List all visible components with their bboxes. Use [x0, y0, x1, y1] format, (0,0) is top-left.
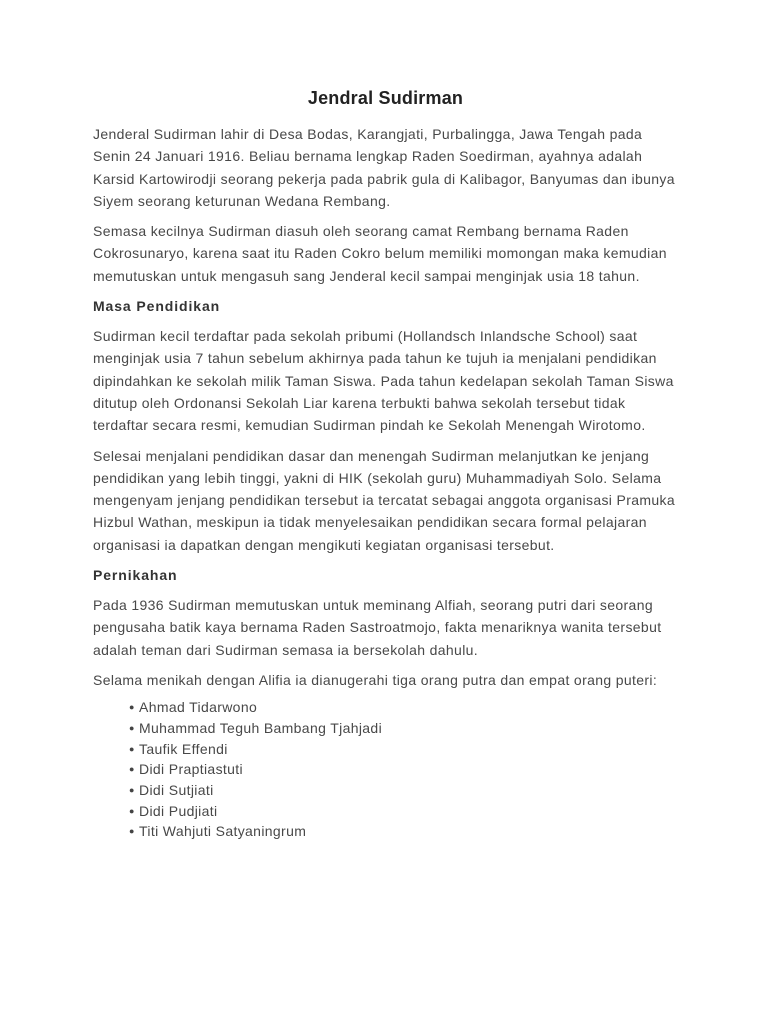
- list-item-text: Muhammad Teguh Bambang Tjahjadi: [139, 719, 383, 736]
- intro-paragraph: Semasa kecilnya Sudirman diasuh oleh seorang camat Rembang bernama Raden Cokrosunaryo, karena saat itu Raden Cokro belum memiliki momongan maka kemudian memutuskan untuk mengasuh sang Jenderal kecil sampai menginjak usia 18 tahun.: [93, 223, 667, 284]
- bullet-icon: ●: [129, 702, 135, 713]
- list-item: [129, 780, 678, 801]
- document-title: Jendral Sudirman: [307, 88, 464, 108]
- list-item-text: Didi Pudjiati: [139, 802, 218, 819]
- section-pernikahan: [93, 564, 678, 842]
- list-item-text: Ahmad Tidarwono: [139, 699, 258, 716]
- bullet-icon: ●: [129, 805, 135, 816]
- intro-paragraph: Jenderal Sudirman lahir di Desa Bodas, Karangjati, Purbalingga, Jawa Tengah pada Senin 24 Januari 1916. Beliau bernama lengkap Raden Soedirman, ayahnya adalah Karsid Kartowirodji seorang pekerja pada pabrik gula di Kalibagor, Banyumas dan ibunya Siyem seorang keturunan Wedana Rembang.: [93, 126, 675, 209]
- bullet-icon: ●: [129, 826, 135, 837]
- list-item: [129, 739, 678, 760]
- bullet-icon: ●: [129, 743, 135, 754]
- section-heading: Masa Pendidikan: [93, 298, 221, 315]
- bullet-icon: ●: [129, 764, 135, 775]
- section-masa-pendidikan: [93, 295, 678, 556]
- section-paragraph: Pada 1936 Sudirman memutuskan untuk meminang Alfiah, seorang putri dari seorang pengusaha batik kaya bernama Raden Sastroatmojo, fakta menariknya wanita tersebut adalah teman dari Sudirman semasa ia bersekolah dahulu.: [93, 597, 662, 658]
- bullet-icon: ●: [129, 722, 135, 733]
- section-paragraph: Selama menikah dengan Alifia ia dianugerahi tiga orang putra dan empat orang puteri:: [93, 671, 658, 688]
- list-item: [129, 821, 678, 842]
- section-paragraph: Sudirman kecil terdaftar pada sekolah pribumi (Hollandsch Inlandsche School) saat menginjak usia 7 tahun sebelum akhirnya pada tahun ke tujuh ia menjalani pendidikan dipindahkan ke sekolah milik Taman Siswa. Pada tahun kedelapan sekolah Taman Siswa ditutup oleh Ordonansi Sekolah Liar karena terbukti bahwa sekolah tersebut tidak terdaftar secara resmi, kemudian Sudirman pindah ke Sekolah Menengah Wirotomo.: [93, 328, 674, 434]
- list-item-text: Taufik Effendi: [139, 740, 228, 757]
- list-item-text: Didi Sutjiati: [139, 782, 214, 799]
- list-item-text: Didi Praptiastuti: [139, 761, 243, 778]
- list-item: [129, 801, 678, 822]
- list-item: [129, 759, 678, 780]
- section-heading: Pernikahan: [93, 567, 178, 584]
- children-list: [93, 697, 678, 842]
- section-paragraph: Selesai menjalani pendidikan dasar dan menengah Sudirman melanjutkan ke jenjang pendidikan yang lebih tinggi, yakni di HIK (sekolah guru) Muhammadiyah Solo. Selama mengenyam jenjang pendidikan tersebut ia tercatat sebagai anggota organisasi Pramuka Hizbul Wathan, meskipun ia tidak menyelesaikan pendidikan secara formal pelajaran organisasi ia dapatkan dengan mengikuti kegiatan organisasi tersebut.: [93, 447, 675, 553]
- bullet-icon: ●: [129, 785, 135, 796]
- list-item: [129, 697, 678, 718]
- list-item: [129, 718, 678, 739]
- list-item-text: Titi Wahjuti Satyaningrum: [139, 823, 307, 840]
